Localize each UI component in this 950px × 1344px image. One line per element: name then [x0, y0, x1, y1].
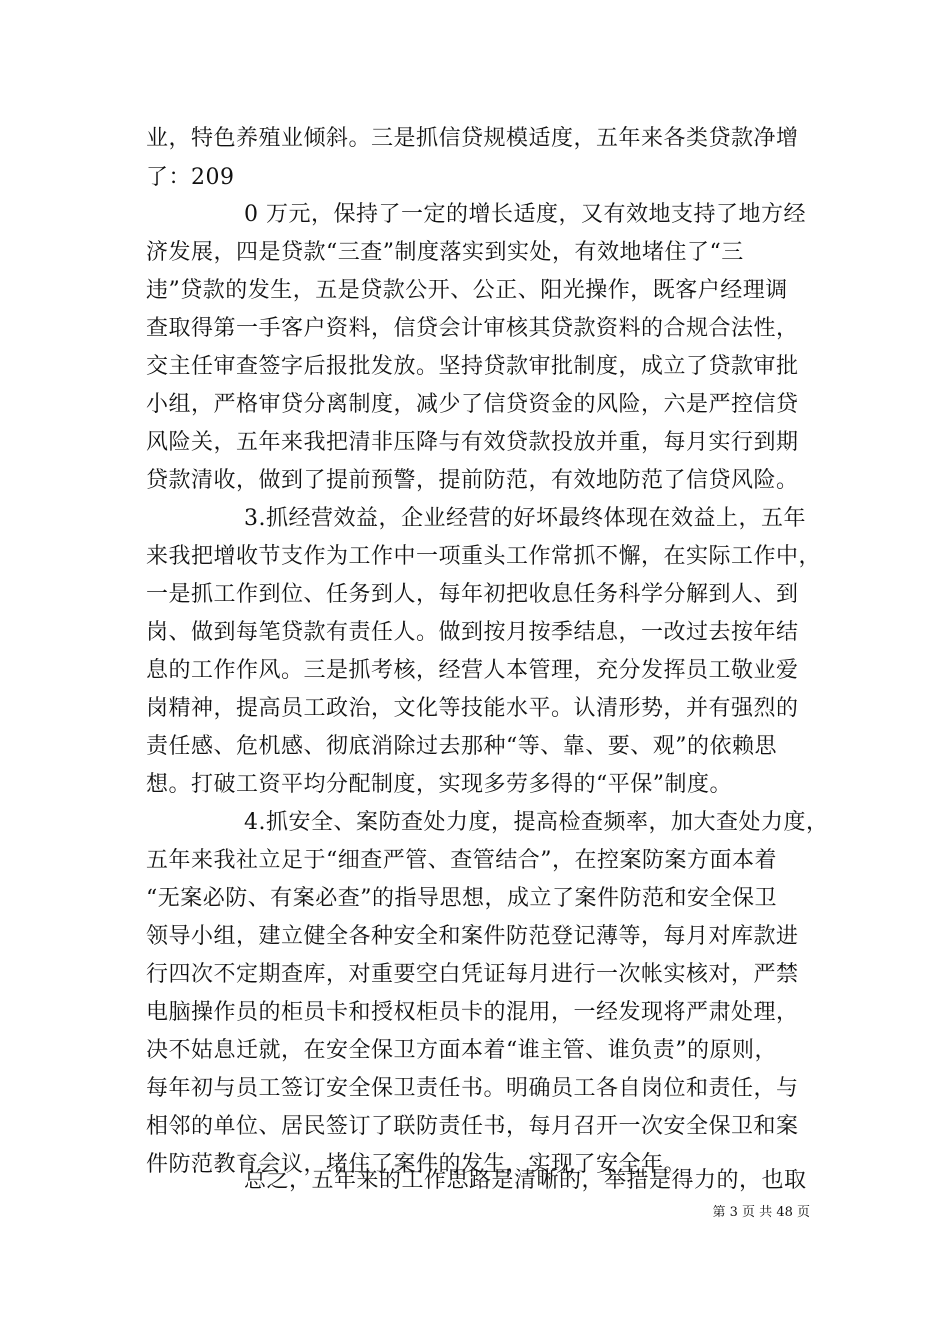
text-line: 岗、做到每笔贷款有责任人。做到按月按季结息，一改过去按年结: [146, 620, 799, 645]
text-line: 3.抓经营效益，企业经营的好坏最终体现在效益上，五年: [244, 506, 806, 531]
text-line: 相邻的单位、居民签订了联防责任书，每月召开一次安全保卫和案: [146, 1114, 799, 1139]
text-line: 岗精神，提高员工政治，文化等技能水平。认清形势，并有强烈的: [146, 696, 799, 721]
text-line: 业，特色养殖业倾斜。三是抓信贷规模适度，五年来各类贷款净增: [146, 126, 799, 151]
text-line: 责任感、危机感、彻底消除过去那种“等、靠、要、观”的依赖思: [146, 734, 777, 759]
text-line: “无案必防、有案必查”的指导思想，成立了案件防范和安全保卫: [146, 886, 777, 911]
text-line: 总之，五年来的工作思路是清晰的，举措是得力的，也取: [244, 1168, 807, 1193]
text-line: 息的工作作风。三是抓考核，经营人本管理，充分发挥员工敬业爱: [146, 658, 799, 683]
text-line: 风险关，五年来我把清非压降与有效贷款投放并重，每月实行到期: [146, 430, 799, 455]
text-line: 每年初与员工签订安全保卫责任书。明确员工各自岗位和责任，与: [146, 1076, 799, 1101]
text-line: 了：209: [146, 165, 235, 190]
text-line: 电脑操作员的柜员卡和授权柜员卡的混用，一经发现将严肃处理，: [146, 1000, 799, 1025]
text-line: 贷款清收，做到了提前预警，提前防范，有效地防范了信贷风险。: [146, 468, 799, 493]
text-line: 交主任审查签字后报批发放。坚持贷款审批制度，成立了贷款审批: [146, 354, 799, 379]
text-line: 想。打破工资平均分配制度，实现多劳多得的“平保”制度。: [146, 772, 732, 797]
text-line: 4.抓安全、案防查处力度，提高检查频率，加大查处力度，: [244, 810, 829, 835]
text-line: 件防范教育会议，堵住了案件的发生，实现了安全年。: [146, 1152, 687, 1177]
page-number: 第 3 页 共 48 页: [712, 1205, 810, 1220]
text-line: 0 万元，保持了一定的增长适度，又有效地支持了地方经: [244, 202, 806, 227]
text-line: 行四次不定期查库，对重要空白凭证每月进行一次帐实核对，严禁: [146, 962, 799, 987]
text-line: 违”贷款的发生，五是贷款公开、公正、阳光操作，既客户经理调: [146, 278, 788, 303]
text-line: 领导小组，建立健全各种安全和案件防范登记薄等，每月对库款进: [146, 924, 799, 949]
text-line: 五年来我社立足于“细查严管、查管结合”，在控案防案方面本着: [146, 848, 777, 873]
text-line: 决不姑息迁就，在安全保卫方面本着“谁主管、谁负责”的原则，: [146, 1038, 777, 1063]
text-line: 查取得第一手客户资料，信贷会计审核其贷款资料的合规合法性，: [146, 316, 799, 341]
text-line: 一是抓工作到位、任务到人，每年初把收息任务科学分解到人、到: [146, 582, 799, 607]
text-line: 来我把增收节支作为工作中一项重头工作常抓不懈，在实际工作中，: [146, 544, 822, 569]
text-line: 小组，严格审贷分离制度，减少了信贷资金的风险，六是严控信贷: [146, 392, 799, 417]
text-line: 济发展，四是贷款“三查”制度落实到实处，有效地堵住了“三: [146, 240, 744, 265]
